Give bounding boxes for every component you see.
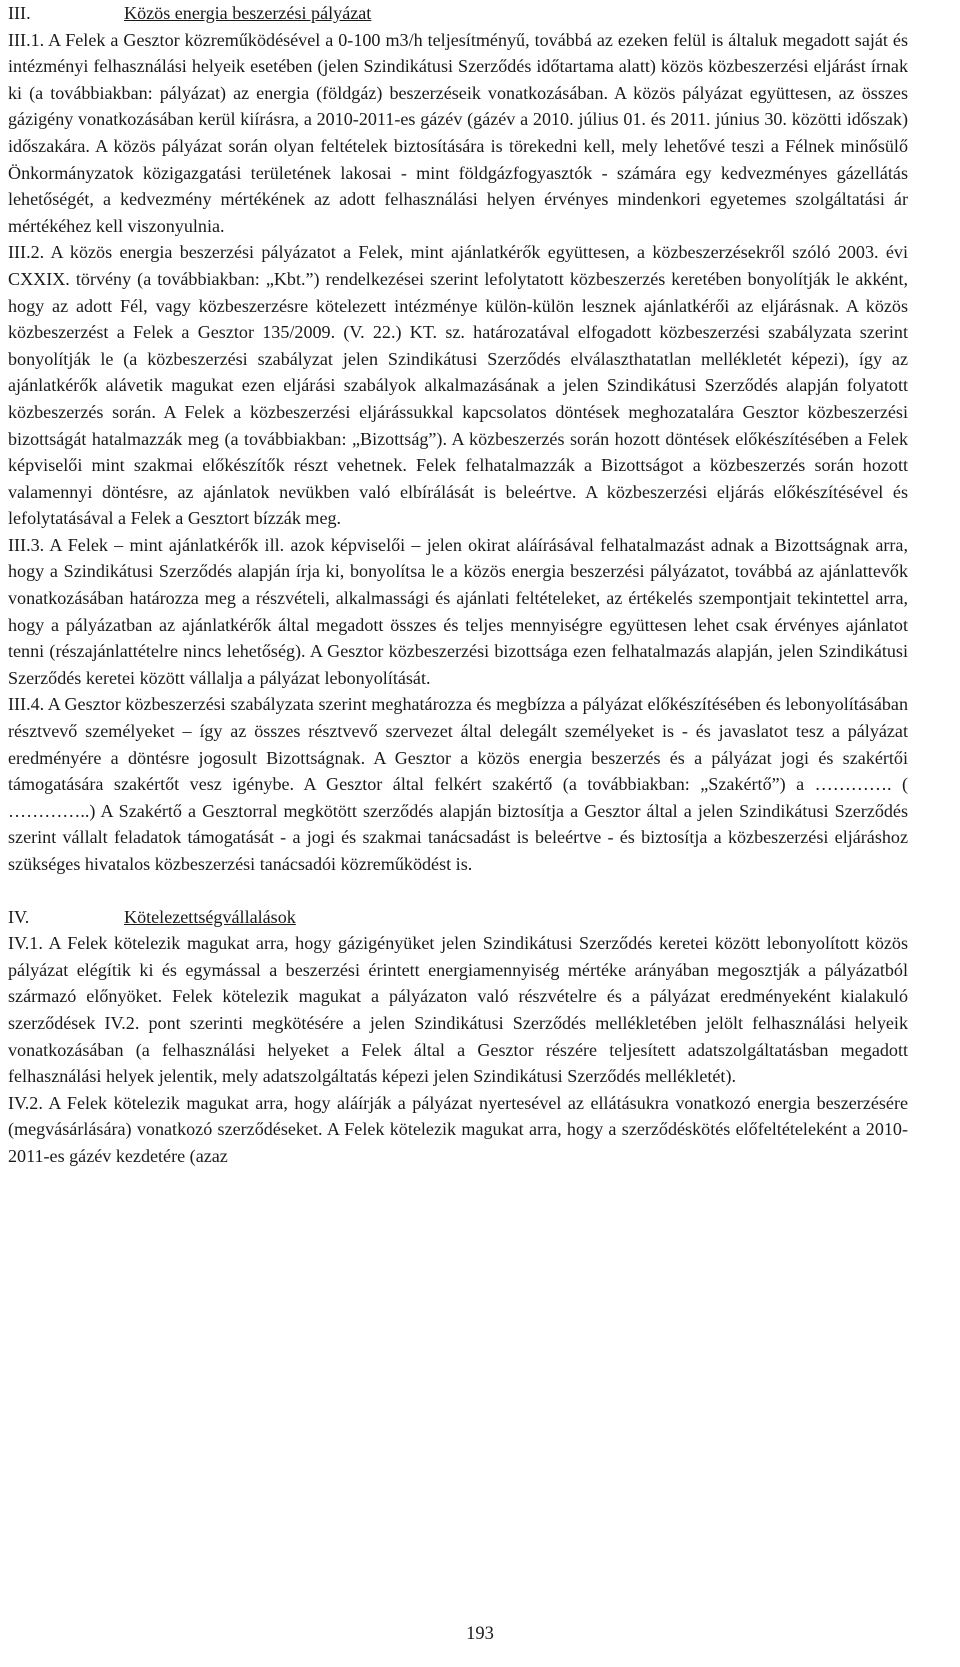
paragraph-3-4: III.4. A Gesztor közbeszerzési szabályzata szerint meghatározza és megbízza a pályázat előkészítésében és lebonyolításában résztvevő személyeket – így az összes résztvevő szervezet által delegált személyeket is - és javaslatot tesz a pályázat eredményére a döntésre jogosult Bizottságnak. A Gesztor a közös energia beszerzés és a pályázat jogi és szakértői támogatására szakértőt vesz igénybe. A Gesztor által felkért szakértő (a továbbiakban: „Szakértő”) a …………. ( …………..) A Szakértő a Gesztorral megkötött szerződés alapján biztosítja a Gesztor által a jelen Szindikátusi Szerződés szerint vállalt feladatok támogatását - a jogi és szakmai tanácsadást is beleértve - és biztosítja a közbeszerzési eljáráshoz szükséges hivatalos közbeszerzési tanácsadói közreműködést is. [8, 694, 908, 874]
section-4-heading [8, 904, 908, 931]
section-3-heading [8, 0, 908, 27]
section-4-number: IV. [8, 906, 30, 927]
section-4-title: Kötelezettségvállalások [124, 906, 296, 927]
page-number: 193 [466, 1624, 494, 1644]
section-gap [8, 878, 908, 904]
paragraph-3-3: III.3. A Felek – mint ajánlatkérők ill. azok képviselői – jelen okirat aláírásával felhatalmazást adnak a Bizottságnak arra, hogy a Szindikátusi Szerződés alapján írja ki, bonyolítsa le a közös energia beszerzési pályázatot, továbbá az ajánlattevők vonatkozásában határozza meg a részvételi, alkalmassági és ajánlati feltételeket, az értékelés szempontjait tekintettel arra, hogy a pályázatban az ajánlatkérők által megadott összes és teljes mennyiségre együttesen lehet csak érvényes ajánlatot tenni (részajánlattételre nincs lehetőség). A Gesztor közbeszerzési bizottsága ezen felhatalmazás alapján, jelen Szindikátusi Szerződés keretei között vállalja a pályázat lebonyolítását. [8, 534, 908, 688]
section-3-number: III. [8, 3, 31, 23]
paragraph-4-1: IV.1. A Felek kötelezik magukat arra, hogy gázigényüket jelen Szindikátusi Szerződés keretei között lebonyolított közös pályázat elégítik ki és egymással a beszerzési érintett energiamennyiség mértéke arányában megosztják a pályázatból származó előnyöket. Felek kötelezik magukat a pályázaton való részvételre és a pályázat eredményeként kialakuló szerződések IV.2. pont szerinti megkötésére a jelen Szindikátusi Szerződés mellékletében jelölt felhasználási helyeik vonatkozásában (a felhasználási helyeket a Felek által a Gesztor részére teljesített adatszolgáltatásban megadott felhasználási helyek jelentik, mely adatszolgáltatás képezi jelen Szindikátusi Szerződés mellékletét). [8, 933, 908, 1087]
document-page [8, 0, 908, 1170]
section-3-title: Közös energia beszerzési pályázat [124, 3, 372, 23]
paragraph-3-1: III.1. A Felek a Gesztor közreműködésével a 0-100 m3/h teljesítményű, továbbá az ezeken felül is általuk megadott saját és intézményi felhasználási helyeik esetében (jelen Szindikátusi Szerződés időtartama alatt) közös közbeszerzési eljárást írnak ki (a továbbiakban: pályázat) az energia (földgáz) beszerzéseik vonatkozásában. A közös pályázat együttesen, az összes gázigény vonatkozásában kerül kiírásra, a 2010-2011-es gázév (gázév a 2010. július 01. és 2011. június 30. közötti időszak) időszakára. A közös pályázat során olyan feltételek biztosítására is törekedni kell, mely lehetővé teszi a Félnek minősülő Önkormányzatok közigazgatási területének lakosai - mint földgázfogyasztók - számára egy kedvezményes gázellátás lehetőségét, a kedvezmény mértékének az adott felhasználási helyen érvényes mindenkori egyetemes szolgáltatási ár mértékéhez kell viszonyulnia. [8, 29, 908, 236]
paragraph-3-2: III.2. A közös energia beszerzési pályázatot a Felek, mint ajánlatkérők együttesen, a közbeszerzésekről szóló 2003. évi CXXIX. törvény (a továbbiakban: „Kbt.”) rendelkezései szerint lefolytatott közbeszerzés keretében bonyolítják le akként, hogy az adott Fél, vagy közbeszerzésre kötelezett intézménye külön-külön lesznek ajánlatkérői az eljárásnak. A közös közbeszerzést a Felek a Gesztor 135/2009. (V. 22.) KT. sz. határozatával elfogadott közbeszerzési szabályzata szerint bonyolítják le (a közbeszerzési szabályzat jelen Szindikátusi Szerződés elválaszthatatlan mellékletét képezi), így az ajánlatkérők alávetik magukat ezen eljárási szabályok alkalmazásának a jelen Szindikátusi Szerződés alapján folyatott közbeszerzés során. A Felek a közbeszerzési eljárássukkal kapcsolatos döntések meghozatalára Gesztor közbeszerzési bizottságát hatalmazzák meg (a továbbiakban: „Bizottság”). A közbeszerzés során hozott döntések előkészítésében a Felek képviselői mint szakmai előkészítők részt vehetnek. Felek felhatalmazzák a Bizottságot a közbeszerzés során hozott valamennyi döntésre, az ajánlatok nevükben való elbírálását is beleértve. A közbeszerzési eljárás előkészítésével és lefolytatásával a Felek a Gesztort bízzák meg. [8, 242, 908, 529]
paragraph-4-2: IV.2. A Felek kötelezik magukat arra, hogy aláírják a pályázat nyertesével az ellátásukra vonatkozó energia beszerzésére (megvásárlására) vonatkozó szerződéseket. A Felek kötelezik magukat arra, hogy a szerződéskötés előfeltételeként a 2010-2011-es gázév kezdetére (azaz [8, 1092, 908, 1166]
